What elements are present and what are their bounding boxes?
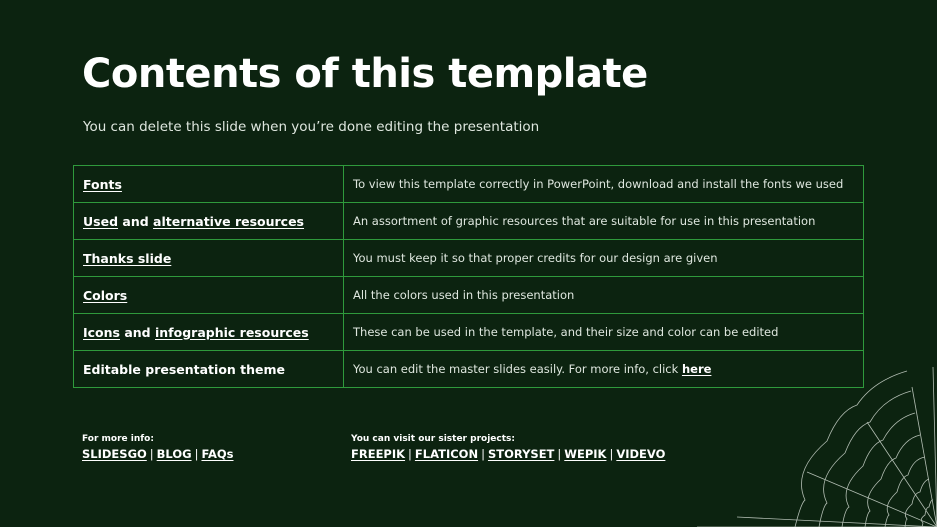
thanks-slide-link[interactable]: Thanks slide [83, 250, 172, 266]
row-description-cell [344, 166, 864, 203]
table-row [74, 314, 864, 351]
freepik-link[interactable]: FREEPIK [351, 447, 406, 461]
sister-projects-block [351, 434, 665, 461]
link-separator: | [557, 447, 562, 461]
cell-text: An assortment of graphic resources that are suitable for use in this presentation [353, 214, 816, 228]
faqs-link[interactable]: FAQs [201, 447, 234, 461]
infographic-resources-link[interactable]: infographic resources [155, 324, 309, 340]
alternative-resources-link[interactable]: alternative resources [153, 213, 305, 229]
table-row [74, 277, 864, 314]
link-separator: | [149, 447, 154, 461]
row-description-cell [344, 240, 864, 277]
table-row [74, 203, 864, 240]
sister-projects-label: You can visit our sister projects: [351, 434, 515, 444]
used-link[interactable]: Used [83, 213, 119, 229]
link-separator: | [609, 447, 614, 461]
table-row [74, 166, 864, 203]
storyset-link[interactable]: STORYSET [487, 447, 555, 461]
fonts-link[interactable]: Fonts [83, 176, 122, 192]
row-title-cell [74, 277, 344, 314]
contents-table [73, 165, 864, 388]
row-title-cell [74, 203, 344, 240]
table-row [74, 240, 864, 277]
more-info-label: For more info: [82, 434, 154, 444]
spider-web-icon [697, 367, 937, 527]
cell-text: and [118, 213, 154, 229]
row-description-cell [344, 203, 864, 240]
slide-subtitle: You can delete this slide when you’re done editing the presentation [83, 119, 540, 135]
link-separator: | [481, 447, 485, 461]
link-separator: | [408, 447, 412, 461]
videvo-link[interactable]: VIDEVO [616, 447, 666, 461]
row-description-cell [344, 277, 864, 314]
sister-projects-links [351, 447, 665, 461]
slidesgo-link[interactable]: SLIDESGO [82, 447, 147, 461]
link-separator: | [194, 447, 199, 461]
blog-link[interactable]: BLOG [156, 447, 192, 461]
more-info-links [82, 447, 234, 461]
icons-link[interactable]: Icons [83, 324, 120, 340]
more-info-block [82, 434, 234, 461]
row-title-cell [74, 351, 344, 388]
row-title-cell [74, 314, 344, 351]
row-title-cell [74, 240, 344, 277]
cell-text: You must keep it so that proper credits for our design are given [353, 251, 718, 265]
cell-text: These can be used in the template, and their size and color can be edited [353, 325, 779, 339]
row-description-cell [344, 314, 864, 351]
cell-text: You can edit the master slides easily. For more info, click [353, 362, 682, 376]
cell-text: To view this template correctly in PowerPoint, download and install the fonts we used [353, 177, 844, 191]
cell-text: All the colors used in this presentation [353, 288, 575, 302]
row-title-cell [74, 166, 344, 203]
wepik-link[interactable]: WEPIK [564, 447, 607, 461]
flaticon-link[interactable]: FLATICON [414, 447, 479, 461]
here-link[interactable]: here [681, 362, 712, 376]
cell-text: Editable presentation theme [83, 361, 286, 377]
cell-text: and [120, 324, 155, 340]
colors-link[interactable]: Colors [83, 287, 128, 303]
slide-title: Contents of this template [82, 51, 648, 97]
